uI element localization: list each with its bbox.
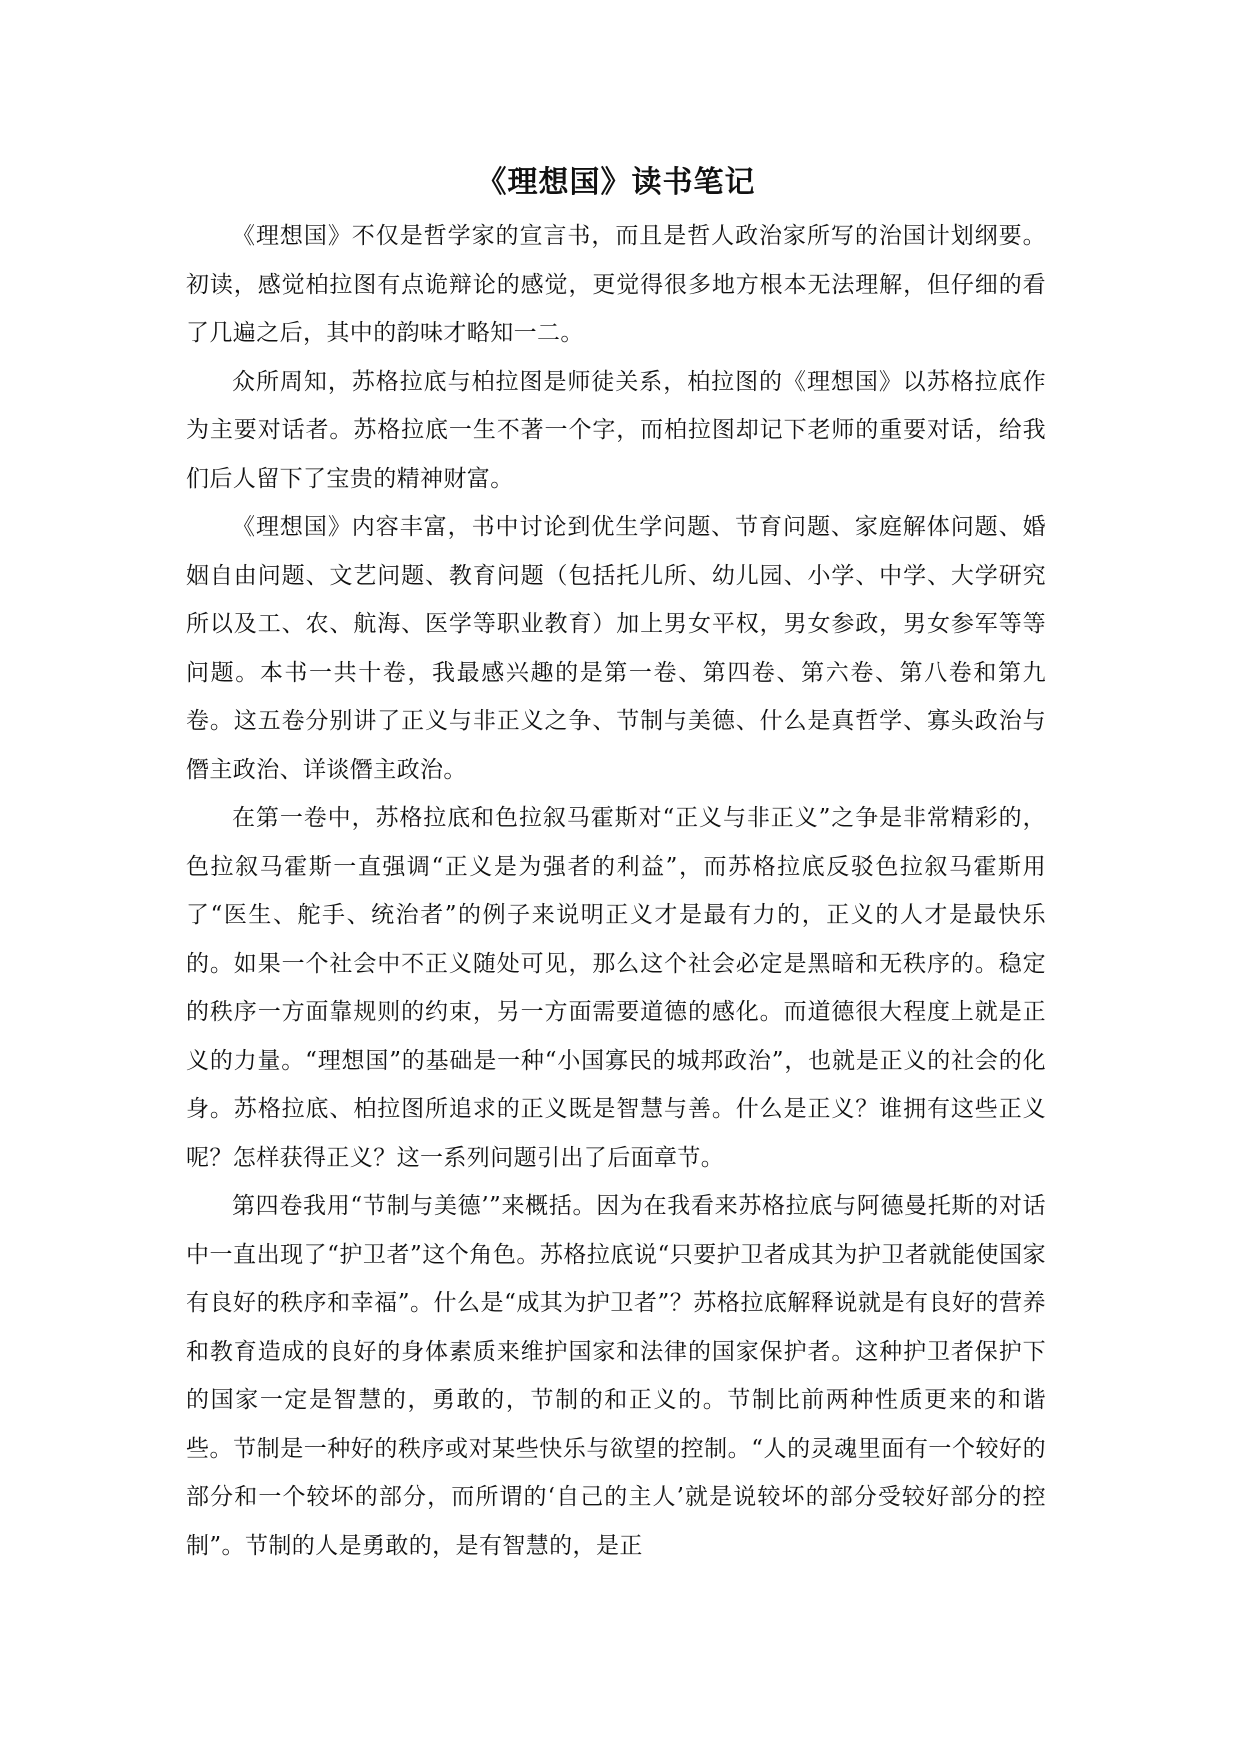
paragraph-socrates-plato: 众所周知，苏格拉底与柏拉图是师徒关系，柏拉图的《理想国》以苏格拉底作为主要对话者。苏格拉底一生不著一个字，而柏拉图却记下老师的重要对话，给我们后人留下了宝贵的精神财富。 — [186, 368, 1046, 492]
paragraph-book-one: 在第一卷中，苏格拉底和色拉叙马霍斯对“正义与非正义”之争是非常精彩的，色拉叙马霍斯一直强调“正义是为强者的利益”，而苏格拉底反驳色拉叙马霍斯用了“医生、舵手、统治者”的例子来说明正义才是最有力的，正义的人才是最快乐的。如果一个社会中不正义随处可见，那么这个社会必定是黑暗和无秩序的。稳定的秩序一方面靠规则的约束，另一方面需要道德的感化。而道德很大程度上就是正义的力量。“理想国”的基础是一种“小国寡民的城邦政治”，也就是正义的社会的化身。苏格拉底、柏拉图所追求的正义既是智慧与善。什么是正义？谁拥有这些正义呢？怎样获得正义？这一系列问题引出了后面章节。 — [186, 805, 1046, 1171]
paragraph-intro: 《理想国》不仅是哲学家的宣言书，而且是哲人政治家所写的治国计划纲要。初读，感觉柏拉图有点诡辩论的感觉，更觉得很多地方根本无法理解，但仔细的看了几遍之后，其中的韵味才略知一二。 — [186, 223, 1046, 346]
paragraph-contents: 《理想国》内容丰富，书中讨论到优生学问题、节育问题、家庭解体问题、婚姻自由问题、文艺问题、教育问题（包括托儿所、幼儿园、小学、中学、大学研究所以及工、农、航海、医学等职业教育）加上男女平权，男女参政，男女参军等等问题。本书一共十卷，我最感兴趣的是第一卷、第四卷、第六卷、第八卷和第九卷。这五卷分别讲了正义与非正义之争、节制与美德、什么是真哲学、寡头政治与僭主政治、详谈僭主政治。 — [186, 514, 1046, 783]
document-page — [186, 158, 1046, 1570]
document-title: 《理想国》读书笔记 — [476, 165, 756, 200]
paragraph-book-four: 第四卷我用“节制与美德’”来概括。因为在我看来苏格拉底与阿德曼托斯的对话中一直出现了“护卫者”这个角色。苏格拉底说“只要护卫者成其为护卫者就能使国家有良好的秩序和幸福”。什么是“成其为护卫者”？苏格拉底解释说就是有良好的营养和教育造成的良好的身体素质来维护国家和法律的国家保护者。这种护卫者保护下的国家一定是智慧的，勇敢的，节制的和正义的。节制比前两种性质更来的和谐些。节制是一种好的秩序或对某些快乐与欲望的控制。“人的灵魂里面有一个较好的部分和一个较坏的部分，而所谓的‘自己的主人’就是说较坏的部分受较好部分的控制”。节制的人是勇敢的，是有智慧的，是正 — [186, 1193, 1046, 1559]
